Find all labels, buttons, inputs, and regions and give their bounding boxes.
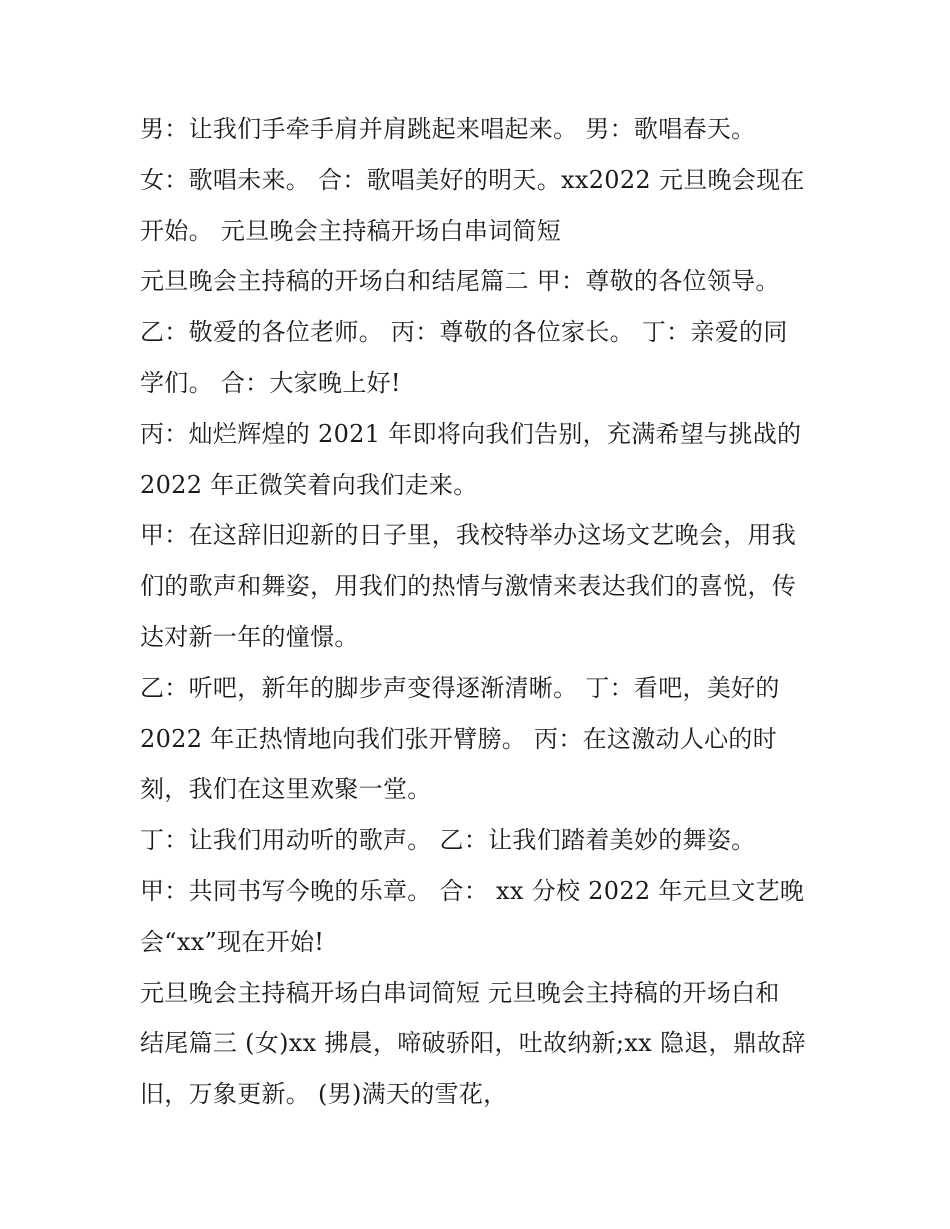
text-line: 开始。 元旦晚会主持稿开场白串词简短 (140, 216, 562, 245)
text-line: 结尾篇三 (女)xx 拂晨，啼破骄阳，吐故纳新;xx 隐退，鼎故辞 (140, 1029, 806, 1058)
text-line: 乙：听吧，新年的脚步声变得逐渐清晰。 丁：看吧，美好的 (140, 673, 780, 702)
text-line: 乙：敬爱的各位老师。 丙：尊敬的各位家长。 丁：亲爱的同 (140, 318, 788, 347)
text-line: 甲：共同书写今晚的乐章。 合： xx 分校 2022 年元旦文艺晚 (140, 876, 805, 905)
text-line: 会“xx”现在开始! (140, 927, 325, 956)
text-line: 女：歌唱未来。 合：歌唱美好的明天。xx2022 元旦晚会现在 (140, 165, 805, 194)
text-line: 学们。 合：大家晚上好! (140, 368, 401, 397)
text-line: 丁：让我们用动听的歌声。 乙：让我们踏着美妙的舞姿。 (140, 826, 756, 855)
text-line: 2022 年正微笑着向我们走来。 (140, 470, 478, 499)
text-line: 2022 年正热情地向我们张开臂膀。 丙：在这激动人心的时 (140, 724, 778, 753)
text-line: 刻，我们在这里欢聚一堂。 (140, 775, 432, 804)
text-line: 旧，万象更新。 (男)满天的雪花， (140, 1080, 508, 1109)
text-line: 男：让我们手牵手肩并肩跳起来唱起来。 男：歌唱春天。 (140, 115, 756, 143)
text-line: 甲：在这辞旧迎新的日子里，我校特举办这场文艺晚会，用我 (140, 521, 797, 550)
text-line: 达对新一年的憧憬。 (140, 622, 359, 651)
document-body (140, 104, 830, 1120)
text-line: 元旦晚会主持稿开场白串词简短 元旦晚会主持稿的开场白和 (140, 978, 780, 1007)
text-line: 们的歌声和舞姿，用我们的热情与激情来表达我们的喜悦，传 (140, 572, 797, 601)
text-line: 元旦晚会主持稿的开场白和结尾篇二 甲：尊敬的各位领导。 (140, 267, 780, 296)
text-line: 丙：灿烂辉煌的 2021 年即将向我们告别，充满希望与挑战的 (140, 419, 802, 448)
